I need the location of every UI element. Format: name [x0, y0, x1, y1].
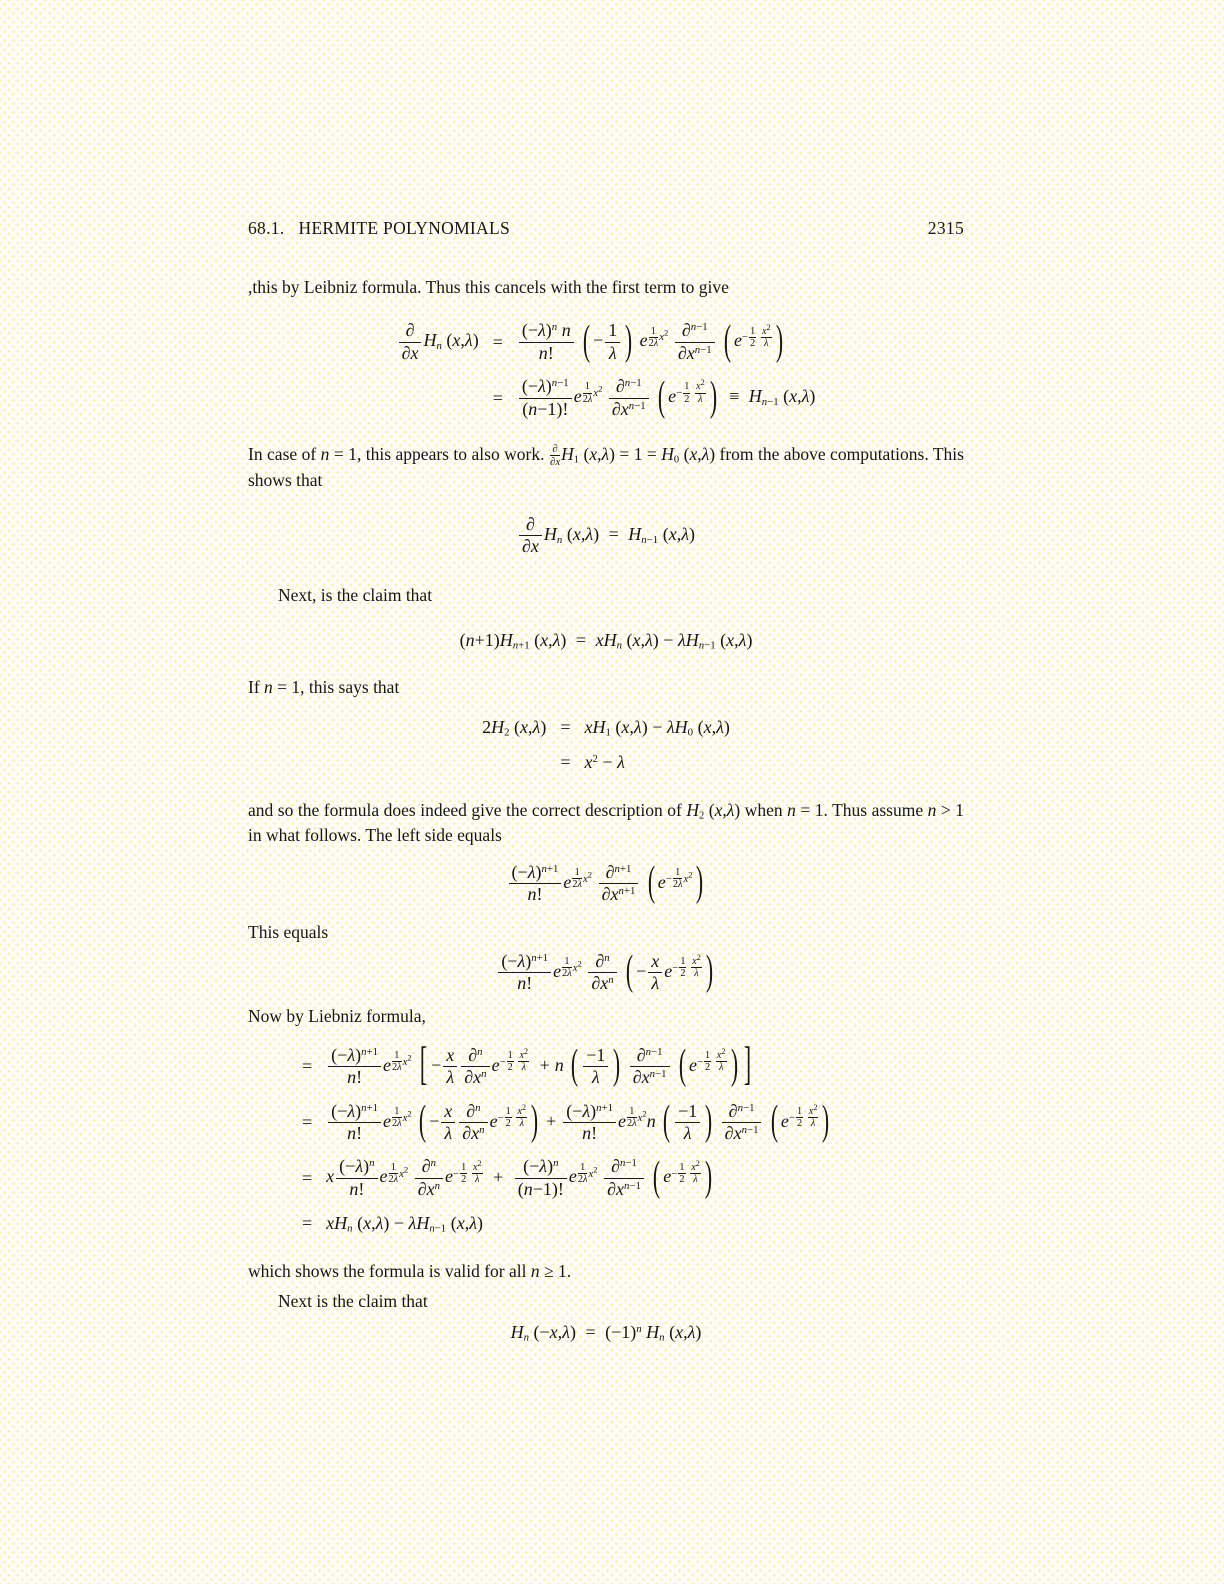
paragraph-and-so: and so the formula does indeed give the correct description of $H_2$ (x,λ) when n = 1. Thus assume n > 1 in what follows. The left side equals [248, 800, 964, 846]
equation-rhs: $\frac{(-\lambda)^{n-1}}{(n-1)!}$ e $^{\frac{1}{2\lambda} x^2}$ $\frac{\partial^{n-1}}{\partial x^{n-1}}$ ( $e^{- \frac{1}{2} \frac{x^2}{\lambda}}$ ) ≡ $H_{n-1}$ (x,λ) [517, 370, 816, 426]
section-number: 68.1. [248, 218, 285, 238]
section-heading [248, 218, 510, 239]
equation-parity-claim: $H_n$ $(-x,\lambda) = (-1)^n$ $H_n$ (x,λ) [510, 1321, 702, 1344]
equals-sign: = [492, 387, 503, 408]
equals-sign: = [560, 717, 571, 738]
equation-derivative-expansion [397, 314, 816, 426]
page-header [248, 218, 964, 239]
equation-left-side: $\frac{(-\lambda)^{n+1}}{n!}$ e $^{\frac{1}{2\lambda} x^2}$ $\frac{\partial^{n+1}}{\partial x^{n+1}}$ ( $e^{- \frac{1}{2\lambda} x^2}$ ) [248, 863, 964, 905]
equation-rhs: $x^2 - \lambda$ [584, 752, 625, 773]
paragraph-if-n1: If n = 1, this says that [248, 677, 400, 698]
equals-sign: = [492, 331, 503, 352]
equation-lhs-spacer [397, 370, 479, 426]
equation-row [482, 710, 730, 745]
equation-lhs: ∂ ∂x $H_n$ (x,λ) [397, 314, 479, 370]
equals-sign: = [302, 1056, 313, 1077]
equation-row [397, 370, 816, 426]
equation-row [397, 314, 816, 370]
equation-row [288, 1206, 832, 1241]
page-number: 2315 [927, 218, 964, 238]
equation-row [288, 1039, 832, 1095]
equation-rhs: x $\frac{(-\lambda)^n}{n!}$ e $^{\frac{1}{2\lambda} x^2}$ $\frac{\partial^n}{\partial x^n}$ $e^{- \frac{1}{2} \frac{x^2}{\lambda}}$ + $\frac{(-\lambda)^n}{(n-1)!}$ e $^{\frac{1}{2\lambda} x^2}$ $\frac{\partial^{n-1}}{\partial x^{n-1}}$ ( $e^{- \frac{1}{2} \frac{x^2}{\lambda}}$ ) [326, 1155, 712, 1201]
equation-recurrence-claim: $(n+1)H_{n+1}$ $(x,\lambda) = xH_n$ $(x,\lambda) - \lambda H_{n-1}$ (x,λ) [459, 630, 753, 652]
equation-rhs: $xH_1$ $(x,\lambda) - \lambda H_0$ (x,λ) [584, 717, 730, 739]
equation-leibniz-derivation [288, 1039, 832, 1242]
equation-derivative-identity: ∂ ∂x $H_n$ $(x,\lambda) = H_{n-1}$ (x,λ) [248, 515, 964, 557]
paragraph-intro: ,this by Leibniz formula. Thus this cancels with the first term to give [248, 277, 729, 297]
equals-sign: = [302, 1167, 313, 1188]
equation-rhs: $xH_n$ $(x,\lambda) - \lambda H_{n-1}$ (x,λ) [326, 1213, 484, 1236]
equals-sign: = [560, 752, 571, 773]
paragraph-this-equals: This equals [248, 922, 329, 943]
equation-this-equals: $\frac{(-\lambda)^{n+1}}{n!}$ e $^{\frac{1}{2\lambda} x^2}$ $\frac{\partial^n}{\partial x^n}$ ( − $\frac{x}{\lambda}$ $e^{- \frac{1}{2} \frac{x^2}{\lambda}}$ ) [248, 952, 964, 994]
paragraph-next-claim-2: Next is the claim that [278, 1290, 428, 1311]
paragraph-next-claim: Next, is the claim that [278, 584, 433, 605]
page-content [248, 0, 964, 1343]
section-title: HERMITE POLYNOMIALS [298, 218, 511, 238]
equation-h2-check [482, 710, 730, 780]
equation-row [288, 1150, 832, 1206]
equation-rhs: $\frac{(-\lambda)^n n}{n!}$ ( − $\frac{1}{\lambda}$ ) e $^{\frac{1}{2\lambda} x^2}$ $\frac{\partial^{n-1}}{\partial x^{n-1}}$ ( $e^{- \frac{1}{2} \frac{x^2}{\lambda}}$ ) [517, 314, 816, 370]
equation-row [482, 745, 730, 780]
equation-row [288, 1095, 832, 1151]
equation-lhs-spacer [482, 745, 546, 780]
equation-rhs: $\frac{(-\lambda)^{n+1}}{n!}$ e $^{\frac{1}{2\lambda} x^2}$ [ − $\frac{x}{\lambda}$ $\frac{\partial^n}{\partial x^n}$ $e^{- \frac{1}{2} \frac{x^2}{\lambda}}$ + n ( $\frac{-1}{\lambda}$ ) $\frac{\partial^{n-1}}{\partial x^{n-1}}$ ( $e^{- \frac{1}{2} \frac{x^2}{\lambda}}$ ) ] [326, 1039, 832, 1095]
equation-rhs: $\frac{(-\lambda)^{n+1}}{n!}$ e $^{\frac{1}{2\lambda} x^2}$ ( − $\frac{x}{\lambda}$ $\frac{\partial^n}{\partial x^n}$ $e^{- \frac{1}{2} \frac{x^2}{\lambda}}$ ) + $\frac{(-\lambda)^{n+1}}{n!}$ e $^{\frac{1}{2\lambda} x^2}$n ( $\frac{-1}{\lambda}$ ) $\frac{\partial^{n-1}}{\partial x^{n-1}}$ ( $e^{- \frac{1}{2} \frac{x^2}{\lambda}}$ ) [326, 1095, 832, 1151]
paragraph-valid: which shows the formula is valid for all n ≥ 1. [248, 1261, 572, 1282]
paragraph-leibniz: Now by Liebniz formula, [248, 1005, 426, 1026]
equation-lhs: $2H_2$ (x,λ) [482, 717, 547, 739]
equals-sign: = [302, 1213, 313, 1234]
paragraph-case-n1: In case of n = 1, this appears to also work. ∂ ∂x $H_1$ $(x,\lambda) = 1 = H_0$ (x,λ) from the above computations. This shows that [248, 443, 964, 490]
equals-sign: = [302, 1112, 313, 1133]
